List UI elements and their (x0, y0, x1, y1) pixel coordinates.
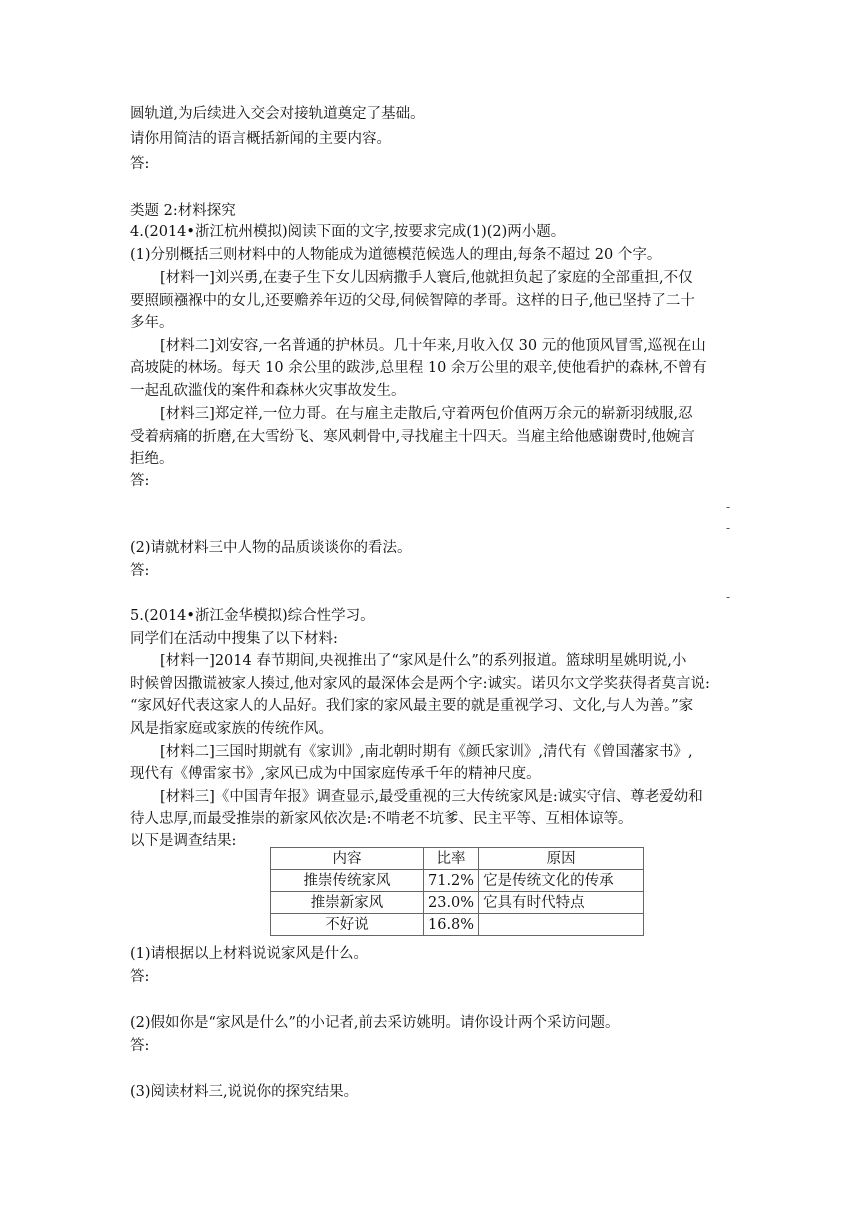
material-text: 风是指家庭或家族的传统作风。 (130, 721, 333, 737)
survey-table (270, 847, 644, 936)
material-text: [材料三]郑定祥,一位力哥。在与雇主走散后,守着两包价值两万余元的崭新羽绒服,忍 (160, 406, 693, 422)
question-5-1: (1)请根据以上材料说说家风是什么。 (130, 946, 369, 962)
material-text: “家风好代表这家人的人品好。我们家的家风最主要的就是重视学习、文化,与人为善。”家 (130, 698, 694, 714)
material-text: 时候曾因撒谎被家人揍过,他对家风的最深体会是两个字:诚实。诺贝尔文学奖获得者莫言说: (130, 676, 710, 692)
table-header: 比率 (424, 848, 479, 870)
table-cell: 它具有时代特点 (479, 892, 644, 914)
material-text: [材料二]刘安容,一名普通的护林员。几十年来,月收入仅 30 元的他顶风冒雪,巡视在山 (160, 338, 706, 354)
table-header-row (271, 848, 644, 870)
table-header: 原因 (479, 848, 644, 870)
material-text: 高坡陡的林场。每天 10 余公里的跋涉,总里程 10 余万公里的艰辛,使他看护的森林,不曾有 (130, 360, 707, 376)
question-4-1: (1)分别概括三则材料中的人物能成为道德模范候选人的理由,每条不超过 20 个字。 (130, 247, 662, 263)
material-text: 现代有《傅雷家书》,家风已成为中国家庭传承千年的精神尺度。 (130, 766, 541, 782)
table-cell: 16.8% (424, 914, 479, 936)
material-text: 要照顾襁褓中的女儿,还要赡养年迈的父母,伺候智障的孝哥。这样的日子,他已坚持了二十 (130, 293, 695, 309)
material-text: 待人忠厚,而最受推崇的新家风依次是:不啃老不坑爹、民主平等、互相体谅等。 (130, 811, 633, 827)
question-5-2: (2)假如你是“家风是什么”的小记者,前去采访姚明。请你设计两个采访问题。 (130, 1015, 620, 1031)
question-5-3: (3)阅读材料三,说说你的探究结果。 (130, 1084, 359, 1100)
material-text: 多年。 (130, 315, 174, 331)
table-cell: 不好说 (271, 914, 424, 936)
material-text: 拒绝。 (130, 451, 174, 467)
table-cell (479, 914, 644, 936)
table-row (271, 914, 644, 936)
material-text: 一起乱砍滥伐的案件和森林火灾事故发生。 (130, 383, 406, 399)
question-4-title: 4.(2014•浙江杭州模拟)阅读下面的文字,按要求完成(1)(2)两小题。 (130, 224, 566, 240)
answer-line-mark: - (726, 590, 731, 604)
table-header: 内容 (271, 848, 424, 870)
section-heading: 类题 2:材料探究 (130, 203, 236, 219)
answer-label: 答: (130, 563, 150, 579)
text-line: 请你用简洁的语言概括新闻的主要内容。 (130, 131, 391, 147)
question-4-2: (2)请就材料三中人物的品质谈谈你的看法。 (130, 540, 412, 556)
table-cell: 23.0% (424, 892, 479, 914)
answer-label: 答: (130, 156, 150, 172)
answer-line-mark: - (726, 521, 731, 535)
answer-label: 答: (130, 473, 150, 489)
table-cell: 推崇新家风 (271, 892, 424, 914)
material-text: 受着病痛的折磨,在大雪纷飞、寒风刺骨中,寻找雇主十四天。当雇主给他感谢费时,他婉言 (130, 429, 695, 445)
table-row (271, 870, 644, 892)
answer-label: 答: (130, 969, 150, 985)
table-cell: 71.2% (424, 870, 479, 892)
material-text: [材料一]刘兴勇,在妻子生下女儿因病撒手人寰后,他就担负起了家庭的全部重担,不仅 (160, 270, 693, 286)
table-cell: 推崇传统家风 (271, 870, 424, 892)
table-cell: 它是传统文化的传承 (479, 870, 644, 892)
material-text: [材料三]《中国青年报》调查显示,最受重视的三大传统家风是:诚实守信、尊老爱幼和 (160, 789, 703, 805)
text-line: 以下是调查结果: (130, 833, 237, 849)
material-text: [材料二]三国时期就有《家训》,南北朝时期有《颜氏家训》,清代有《曾国藩家书》, (160, 744, 693, 760)
text-line: 圆轨道,为后续进入交会对接轨道奠定了基础。 (130, 106, 425, 122)
text-line: 同学们在活动中搜集了以下材料: (130, 631, 338, 647)
answer-label: 答: (130, 1038, 150, 1054)
answer-line-mark: - (726, 500, 731, 514)
material-text: [材料一]2014 春节期间,央视推出了“家风是什么”的系列报道。篮球明星姚明说,小 (160, 653, 687, 669)
table-row (271, 892, 644, 914)
question-5-title: 5.(2014•浙江金华模拟)综合性学习。 (130, 608, 375, 624)
